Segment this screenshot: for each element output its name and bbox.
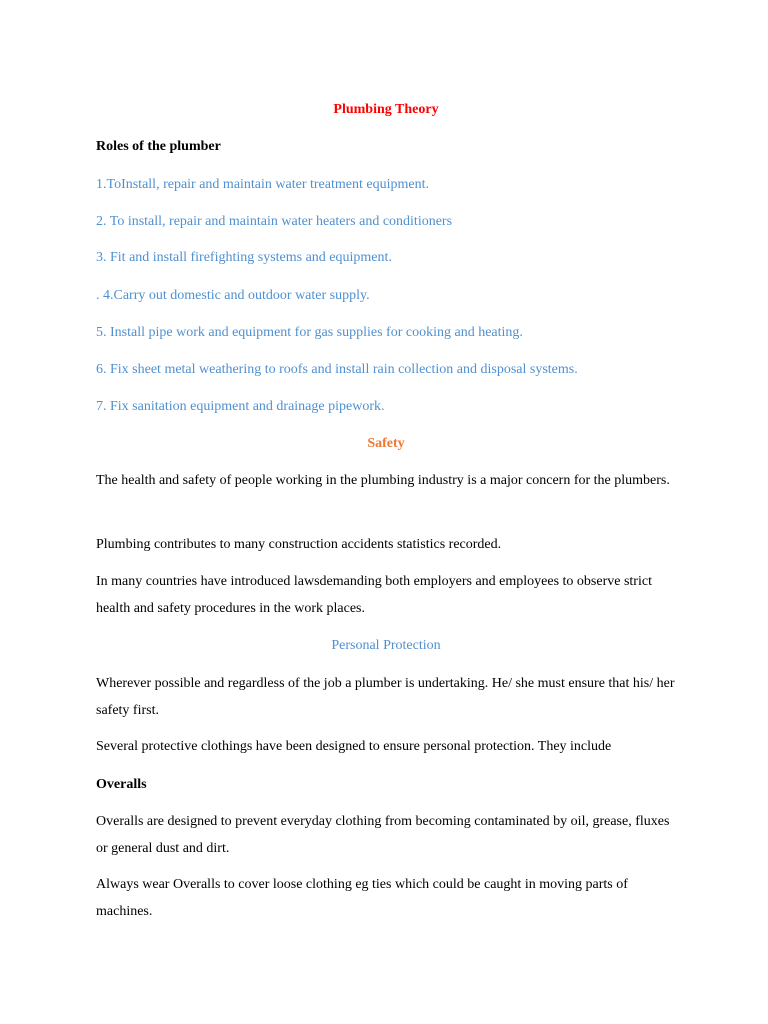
- role-item-4: . 4.Carry out domestic and outdoor water supply.: [96, 288, 370, 303]
- overalls-heading: Overalls: [96, 777, 147, 792]
- overalls-paragraph-2: Always wear Overalls to cover loose clothing eg ties which could be caught in moving parts of machines.: [96, 877, 628, 919]
- role-item-6: 6. Fix sheet metal weathering to roofs and install rain collection and disposal systems.: [96, 362, 578, 377]
- safety-paragraph-3: In many countries have introduced lawsdemanding both employers and employees to observe strict health and safety procedures in the work places.: [96, 574, 652, 616]
- protection-paragraph-2: Several protective clothings have been designed to ensure personal protection. They include: [96, 739, 612, 754]
- role-item-1: 1.ToInstall, repair and maintain water treatment equipment.: [96, 177, 429, 192]
- safety-paragraph-1: The health and safety of people working in the plumbing industry is a major concern for the plumbers.: [96, 473, 670, 488]
- protection-heading: Personal Protection: [331, 638, 441, 653]
- safety-heading: Safety: [367, 436, 405, 451]
- role-item-3: 3. Fit and install firefighting systems and equipment.: [96, 250, 392, 265]
- role-item-7: 7. Fix sanitation equipment and drainage pipework.: [96, 399, 385, 414]
- roles-heading: Roles of the plumber: [96, 139, 221, 154]
- overalls-paragraph-1: Overalls are designed to prevent everyday clothing from becoming contaminated by oil, grease, fluxes or general dust and dirt.: [96, 814, 670, 856]
- protection-paragraph-1: Wherever possible and regardless of the job a plumber is undertaking. He/ she must ensure that his/ her safety first.: [96, 676, 675, 718]
- role-item-2: 2. To install, repair and maintain water heaters and conditioners: [96, 214, 453, 229]
- safety-paragraph-2: Plumbing contributes to many construction accidents statistics recorded.: [96, 537, 502, 552]
- role-item-5: 5. Install pipe work and equipment for gas supplies for cooking and heating.: [96, 325, 523, 340]
- document-title: Plumbing Theory: [333, 102, 439, 117]
